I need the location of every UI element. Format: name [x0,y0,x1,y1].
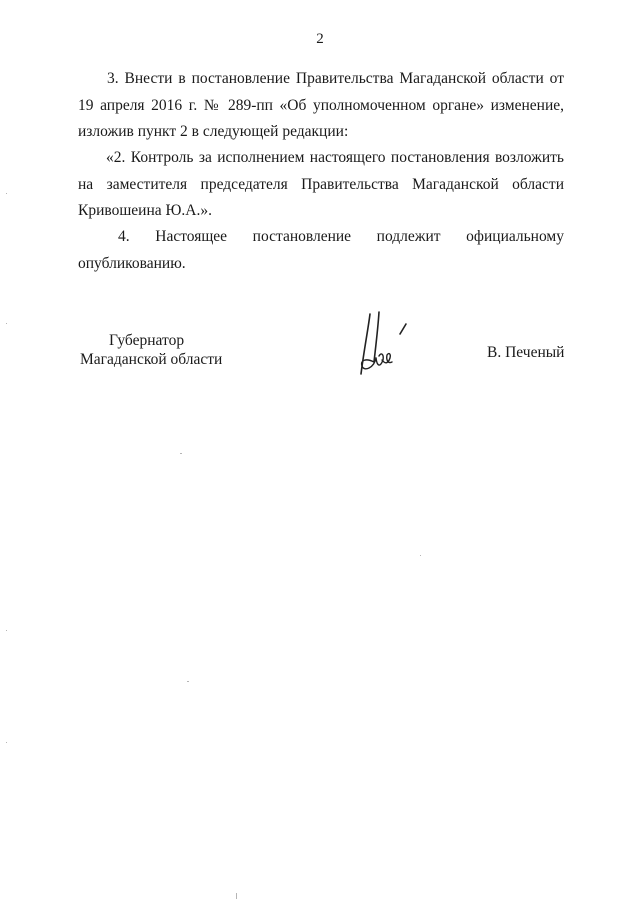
scan-speck [187,681,189,682]
signatory-title [80,331,222,369]
scan-speck [6,630,7,631]
scan-speck [236,893,237,899]
paragraph-quote-2: «2. Контроль за исполнением настоящего постановления возложить на заместителя председателя Правительства Магаданской области Кривошеина Ю.А.». [78,149,564,219]
paragraph-3: 3. Внести в постановление Правительства Магаданской области от 19 апреля 2016 г. № 289-пп «Об уполномоченном органе» изменение, изложив пункт 2 в следующей редакции: [78,70,564,140]
signatory-title-line2: Магаданской области [80,351,223,368]
handwritten-signature [352,308,412,380]
page-number: 2 [316,31,324,47]
paragraph-4: 4. Настоящее постановление подлежит официальному опубликованию. [78,228,564,272]
signatory-title-line1: Губернатор [109,332,185,349]
scan-speck [6,742,7,743]
scan-speck [6,193,7,194]
scan-speck [6,323,7,324]
signatory-name: В. Печеный [487,344,565,361]
scan-speck [180,453,182,454]
scan-speck [420,555,421,556]
